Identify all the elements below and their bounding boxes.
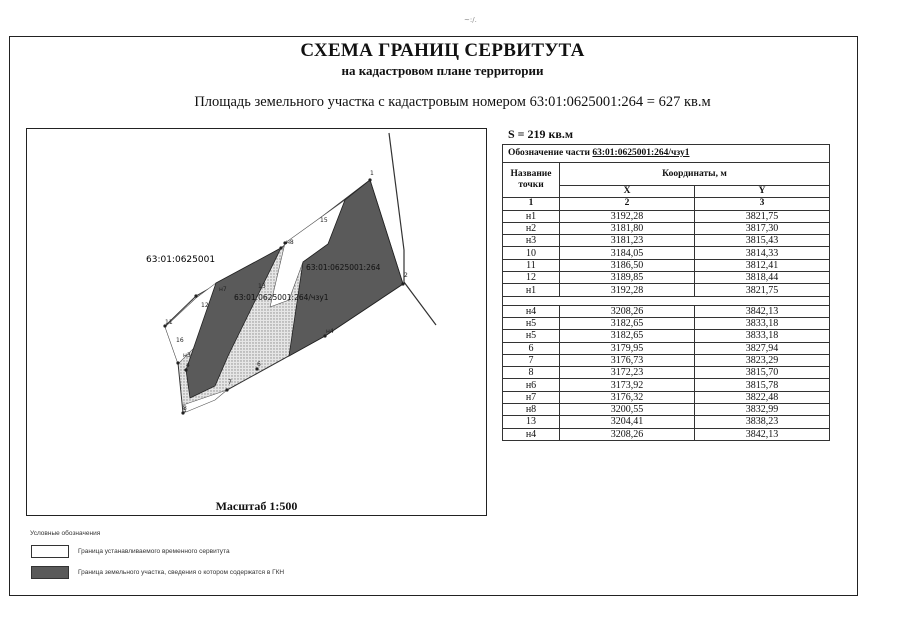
- point-label-1: 1: [370, 170, 374, 177]
- cell-x: 3184,05: [560, 247, 695, 259]
- cell-point: н5: [503, 317, 560, 329]
- part-designation: Обозначение части 63:01:0625001:264/чзу1: [503, 145, 830, 163]
- cell-x: 3173,92: [560, 379, 695, 391]
- cell-y: 3833,18: [695, 317, 830, 329]
- point-label-2: 2: [404, 272, 408, 279]
- table-row: [503, 305, 830, 317]
- parcel-area-line: Площадь земельного участка с кадастровым номером 63:01:0625001:264 = 627 кв.м: [194, 94, 711, 110]
- servitude-area: S = 219 кв.м: [508, 127, 574, 141]
- table-row: [503, 404, 830, 416]
- col-x: X: [560, 186, 695, 198]
- point-label-n7: н7: [219, 286, 227, 293]
- cell-point: 7: [503, 354, 560, 366]
- cell-y: 3842,13: [695, 428, 830, 440]
- cell-point: н4: [503, 428, 560, 440]
- cell-y: 3815,78: [695, 379, 830, 391]
- cell-point: н8: [503, 404, 560, 416]
- cell-y: 3821,75: [695, 210, 830, 222]
- road-boundary-line: [389, 133, 436, 325]
- table-row: [503, 272, 830, 284]
- table-row: [503, 247, 830, 259]
- cell-y: 3815,43: [695, 235, 830, 247]
- table-row: [503, 210, 830, 222]
- cell-point: н1: [503, 210, 560, 222]
- table-row: [503, 330, 830, 342]
- cell-point: 13: [503, 416, 560, 428]
- table-row: [503, 428, 830, 440]
- legend-text-servitude: Граница устанавливаемого временного сервитута: [78, 548, 230, 555]
- quarter-label: 63:01:0625001: [146, 255, 216, 265]
- legend-swatch-servitude: [31, 545, 69, 558]
- cell-x: 3181,80: [560, 222, 695, 234]
- cell-y: 3812,41: [695, 259, 830, 271]
- cell-x: 3182,65: [560, 317, 695, 329]
- point-label-12: 12: [201, 302, 209, 309]
- col-coordinates: Координаты, м: [560, 163, 830, 186]
- point-label-13: 13: [258, 283, 266, 290]
- cell-point: н2: [503, 222, 560, 234]
- cell-y: 3838,23: [695, 416, 830, 428]
- cell-x: 3189,85: [560, 272, 695, 284]
- page-mark: ~:/.: [464, 16, 477, 24]
- cell-x: 3176,32: [560, 391, 695, 403]
- coordinates-table: [502, 144, 830, 441]
- point-label-15: 15: [320, 217, 328, 224]
- cell-x: 3179,95: [560, 342, 695, 354]
- cell-x: 3192,28: [560, 284, 695, 296]
- table-row: [503, 391, 830, 403]
- point-label-8: 8: [183, 405, 187, 412]
- cell-y: 3842,13: [695, 305, 830, 317]
- col-y: Y: [695, 186, 830, 198]
- coordinates-group-2: [503, 305, 830, 440]
- cell-point: н5: [503, 330, 560, 342]
- cell-x: 3208,26: [560, 428, 695, 440]
- cell-y: 3817,30: [695, 222, 830, 234]
- point-label-n8: н8: [286, 239, 294, 246]
- cell-x: 3182,65: [560, 330, 695, 342]
- cell-x: 3200,55: [560, 404, 695, 416]
- coordinates-group-1: [503, 210, 830, 296]
- cell-y: 3833,18: [695, 330, 830, 342]
- cell-x: 3208,26: [560, 305, 695, 317]
- cell-point: н1: [503, 284, 560, 296]
- col-index-2: 2: [560, 198, 695, 210]
- plan-scale: Масштаб 1:500: [215, 499, 298, 513]
- cell-point: 12: [503, 272, 560, 284]
- table-row: [503, 367, 830, 379]
- parcel-number-label: 63:01:0625001:264: [306, 263, 381, 272]
- point-label-6: 6: [257, 361, 261, 368]
- col-index-1: 1: [503, 198, 560, 210]
- cell-y: 3814,33: [695, 247, 830, 259]
- cell-y: 3821,75: [695, 284, 830, 296]
- cell-y: 3815,70: [695, 367, 830, 379]
- cell-y: 3818,44: [695, 272, 830, 284]
- table-row: [503, 284, 830, 296]
- point-label-7: 7: [228, 379, 232, 386]
- cell-x: 3204,41: [560, 416, 695, 428]
- cell-y: 3823,29: [695, 354, 830, 366]
- cell-x: 3181,23: [560, 235, 695, 247]
- table-row: [503, 342, 830, 354]
- table-row: [503, 235, 830, 247]
- cell-y: 3827,94: [695, 342, 830, 354]
- point-label-n4: н4: [326, 328, 334, 335]
- cell-point: н3: [503, 235, 560, 247]
- table-row: [503, 354, 830, 366]
- col-index-3: 3: [695, 198, 830, 210]
- col-point-name: Название точки: [503, 163, 560, 198]
- document-subtitle: на кадастровом плане территории: [341, 63, 544, 78]
- legend-title: Условные обозначения: [30, 530, 101, 537]
- table-row: [503, 222, 830, 234]
- table-row: [503, 379, 830, 391]
- point-label-n3: н3: [183, 352, 191, 359]
- table-row: [503, 259, 830, 271]
- cell-x: 3172,23: [560, 367, 695, 379]
- cell-point: н7: [503, 391, 560, 403]
- table-row: [503, 317, 830, 329]
- cell-y: 3822,48: [695, 391, 830, 403]
- table-row: [503, 416, 830, 428]
- legend-swatch-gkn: [31, 566, 69, 579]
- cell-x: 3192,28: [560, 210, 695, 222]
- cell-x: 3186,50: [560, 259, 695, 271]
- cell-x: 3176,73: [560, 354, 695, 366]
- group-separator: [503, 296, 830, 305]
- document-title: СХЕМА ГРАНИЦ СЕРВИТУТА: [300, 40, 585, 61]
- cell-point: н4: [503, 305, 560, 317]
- cell-point: н6: [503, 379, 560, 391]
- cell-point: 8: [503, 367, 560, 379]
- point-label-4: 4: [186, 362, 190, 369]
- cell-point: 10: [503, 247, 560, 259]
- cell-point: 6: [503, 342, 560, 354]
- point-label-16: 16: [176, 337, 184, 344]
- cell-y: 3832,99: [695, 404, 830, 416]
- cell-point: 11: [503, 259, 560, 271]
- servitude-number-label: 63:01:0625001:264/чзу1: [234, 293, 329, 302]
- point-label-11: 11: [165, 319, 173, 326]
- legend-text-gkn: Граница земельного участка, сведения о котором содержатся в ГКН: [78, 569, 285, 576]
